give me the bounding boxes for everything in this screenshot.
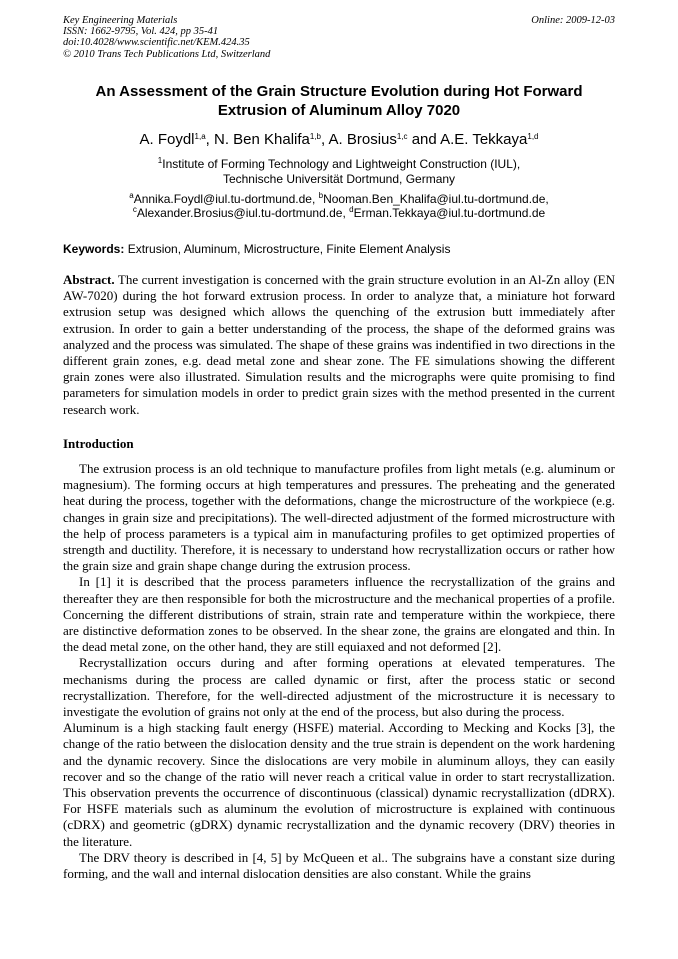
online-date: Online: 2009-12-03: [531, 15, 615, 26]
email-mark: d: [349, 205, 354, 214]
email-list: [63, 192, 615, 220]
author-separator: ,: [321, 131, 329, 148]
keywords: [63, 242, 615, 257]
author-affil-mark: 1,d: [527, 132, 539, 141]
abstract-label: Abstract.: [63, 272, 115, 287]
affiliation: [63, 157, 615, 187]
keywords-text: Extrusion, Aluminum, Microstructure, Finite Element Analysis: [124, 242, 451, 256]
author-affil-mark: 1,a: [194, 132, 206, 141]
author-separator: ,: [205, 131, 214, 148]
paragraph: In [1] it is described that the process parameters influence the recrystallization of the grains and thereafter they are then responsible for both the microstructure and the mechanical properties of a profile. Concerning the different distributions of strain, strain rate and temperature within the workpiece, there are distinctive deformation zones to be observed. In the shear zone, the grains are elongated and thin. In the dead metal zone, on the other hand, they are still equiaxed and not deformed [2].: [63, 574, 615, 655]
author-name: A.E. Tekkaya: [440, 131, 528, 148]
title-line-1: An Assessment of the Grain Structure Evolution during Hot Forward: [95, 83, 583, 100]
author-list: [63, 131, 615, 149]
affiliation-line-2: Technische Universität Dortmund, Germany: [222, 172, 456, 186]
affiliation-line-1: Institute of Forming Technology and Lightweight Construction (IUL),: [162, 157, 521, 171]
paragraph: Aluminum is a high stacking fault energy (HSFE) material. According to Mecking and Kocks [3], the change of the ratio between the dislocation density and the true strain is dependent on the work hardening and the dynamic recovery. Since the dislocations are very mobile in aluminum alloys, they can easily recover and so the change of the ratio will never reach a critical value in order to start recrystallization. This observation prevents the occurrence of discontinuous (classical) dynamic recrystallization (dDRX). For HSFE materials such as aluminum the evolution of microstructure is explained with continuous (cDRX) and geometric (gDRX) dynamic recrystallization and the dynamic recovery (DRV) theories in the literature.: [63, 720, 615, 849]
title-line-2: Extrusion of Aluminum Alloy 7020: [217, 102, 461, 119]
journal-header: [63, 15, 615, 60]
author-name: N. Ben Khalifa: [213, 131, 310, 148]
email-address[interactable]: Erman.Tekkaya@iul.tu-dortmund.de: [353, 206, 546, 220]
paragraph: The extrusion process is an old technique to manufacture profiles from light metals (e.g. aluminum or magnesium). The forming occurs at high temperatures and pressures. The preheating and the generated heat during the process, together with the deformations, change the microstructure of the workpiece (e.g. changes in grain size and precipitations). The well-directed adjustment of the formed microstructure with the help of process parameters is a typical aim in manufacturing profiles to get optimized properties of strength and ductility. Therefore, it is necessary to understand how recrystallization occurs or rather how the grain size and grain shape change during the extrusion process.: [63, 461, 615, 574]
email-separator: ,: [311, 192, 319, 206]
affiliation-mark: 1: [157, 156, 163, 165]
paragraph: Recrystallization occurs during and after forming operations at elevated temperatures. The mechanisms during the process are called dynamic or first, after the process static or second recrystallization. Therefore, for the well-directed adjustment of the microstructure it is necessary to investigate the evolution of grains not only at the end of the process, but also during the process.: [63, 655, 615, 720]
author-affil-mark: 1,b: [309, 132, 321, 141]
abstract-text: The current investigation is concerned with the grain structure evolution in an Al-Zn alloy (EN AW-7020) during the hot forward extrusion process. In order to analyze that, a miniature hot forward extrusion setup was designed which allows the quenching of the extrusion butt immediately after extrusion. In order to gain a better understanding of the process, the shape of the deformed grains was analyzed and the process was simulated. The shape of these grains was indentified in two directions in the different grain zones, e.g. dead metal zone and shear zone. The FE simulations showing the different grain zones were also illustrated. Simulation results and the micrographs were quite promising to find parameters for simulation models in order to predict grain sizes with the method presented in the current research work.: [63, 272, 615, 417]
author-name: A. Brosius: [328, 131, 397, 148]
author-name: A. Foydl: [139, 131, 195, 148]
paper-title: [63, 82, 615, 120]
paragraph: The DRV theory is described in [4, 5] by McQueen et al.. The subgrains have a constant size during forming, and the wall and internal dislocation densities are also constant. While the grains: [63, 849, 615, 882]
keywords-label: Keywords:: [63, 242, 125, 256]
doi-line: doi:10.4028/www.scientific.net/KEM.424.35: [63, 37, 250, 49]
email-mark: b: [318, 191, 324, 200]
introduction-body: [63, 461, 615, 882]
issn-line: ISSN: 1662-9795, Vol. 424, pp 35-41: [63, 26, 219, 38]
journal-name: Key Engineering Materials: [63, 15, 178, 26]
section-heading-introduction: Introduction: [63, 436, 134, 451]
email-address[interactable]: Annika.Foydl@iul.tu-dortmund.de: [133, 192, 312, 206]
email-address[interactable]: Nooman.Ben_Khalifa@iul.tu-dortmund.de,: [323, 192, 549, 206]
email-mark: a: [129, 191, 134, 200]
author-separator: and: [407, 131, 441, 148]
email-mark: c: [132, 205, 137, 214]
copyright-line: © 2010 Trans Tech Publications Ltd, Switzerland: [63, 48, 271, 60]
email-address[interactable]: Alexander.Brosius@iul.tu-dortmund.de: [136, 206, 343, 220]
author-affil-mark: 1,c: [396, 132, 408, 141]
abstract: [63, 272, 615, 418]
email-separator: ,: [342, 206, 350, 220]
